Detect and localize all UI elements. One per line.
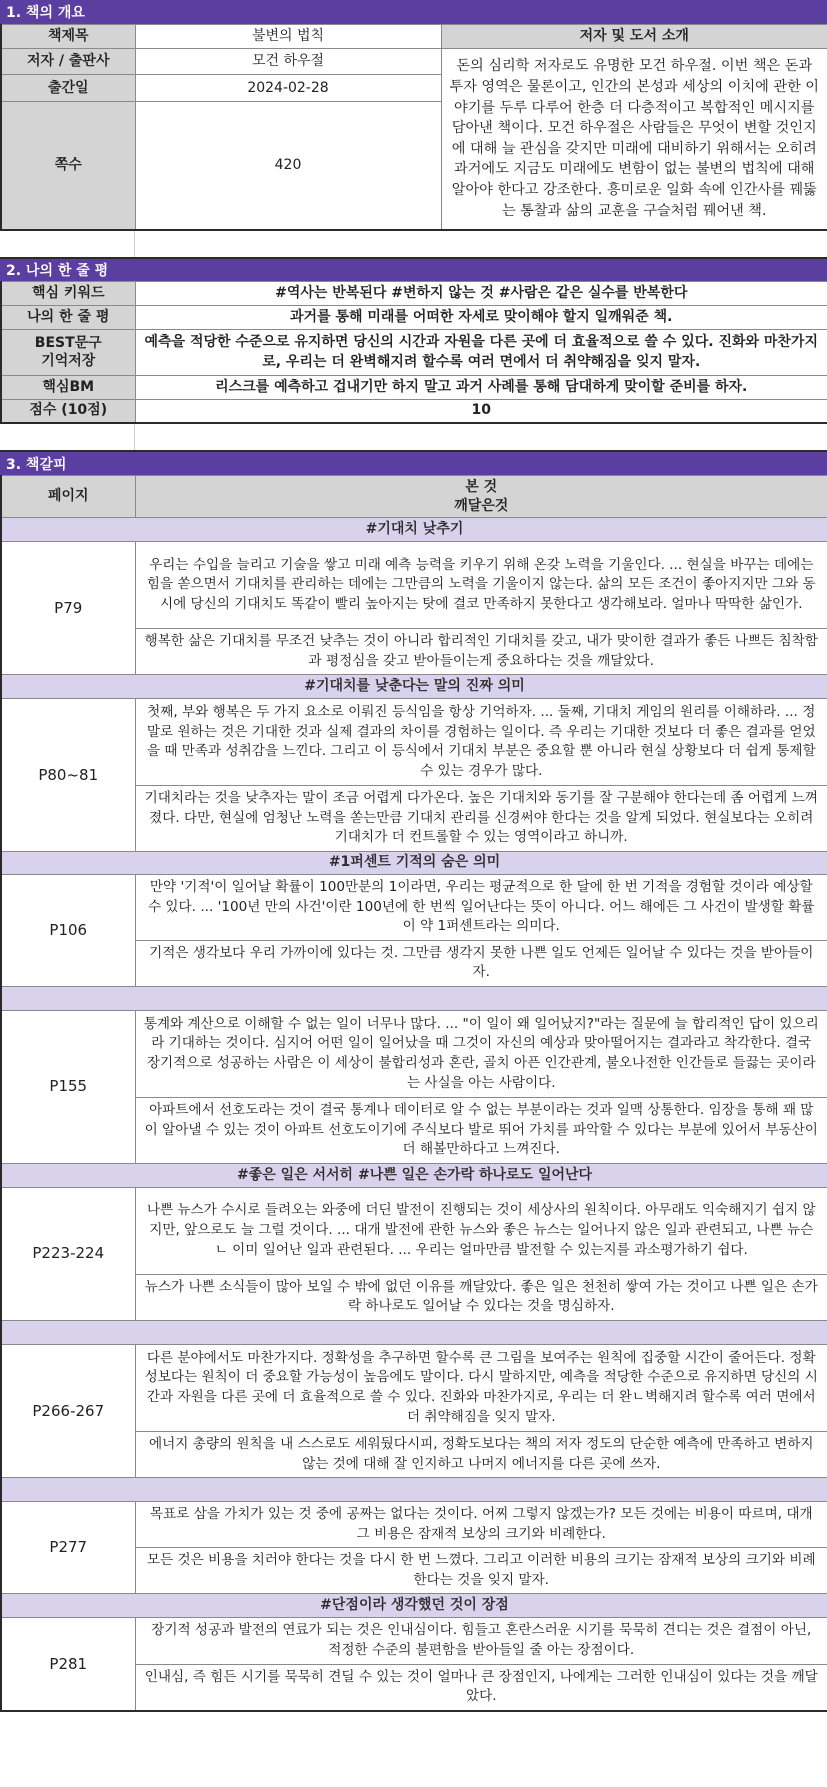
section-overview: [0, 0, 827, 231]
entry-seen: 우리는 수입을 늘리고 기술을 쌓고 미래 예측 능력을 키우기 위해 온갖 노력을 기울인다. ... 현실을 바꾸는 데에는 힘을 쏟으면서 기대치를 관리하는 데에는 그만큼의 노력을 기울이지 않는다. 삶의 모든 조건이 좋아지지만 그와 동시에 당신의 기대치도 똑같이 빨리 높아지는 탓에 결코 만족하지 못한다고 생각해보라. 얼마나 딱딱한 삶인가.: [135, 542, 827, 629]
topic-row-empty: [1, 1478, 827, 1502]
author-label: 저자 / 출판사: [1, 49, 135, 75]
overview-table: [0, 24, 827, 231]
date-label: 출간일: [1, 75, 135, 102]
section-title-bookmarks: 3. 책갈피: [0, 450, 827, 475]
entry-learned: 인내심, 즉 힘든 시기를 묵묵히 견딜 수 있는 것이 얼마나 큰 장점인지, 나에게는 그러한 인내심이 있다는 것을 깨달았다.: [135, 1664, 827, 1711]
topic-row: #1퍼센트 기적의 숨은 의미: [1, 851, 827, 874]
oneline-label: 나의 한 줄 평: [1, 305, 135, 329]
entry-seen: 만약 '기적'이 일어날 확률이 100만분의 1이라면, 우리는 평균적으로 한 달에 한 번 기적을 경험할 것이라 예상할 수 있다. ... '100년 만의 사건'이란 100년에 한 번씩 일어난다는 뜻이 아니다. 어느 해에든 그 사건이 발생할 확률이 약 1퍼센트라는 의미다.: [135, 874, 827, 940]
bookmarks-table: [0, 475, 827, 1712]
intro-label: 저자 및 도서 소개: [441, 25, 827, 49]
col-seen-header: 본 것: [465, 478, 498, 495]
entry-learned: 행복한 삶은 기대치를 무조건 낮추는 것이 아니라 합리적인 기대치를 갖고, 내가 맞이한 결과가 좋든 나쁘든 침착함과 평정심을 갖고 받아들이는게 중요하다는 것을 깨달았다.: [135, 629, 827, 675]
topic-row-empty: [1, 986, 827, 1010]
review-table: [0, 281, 827, 425]
entry-learned: 기대치라는 것을 낮추자는 말이 조금 어렵게 다가온다. 높은 기대치와 동기를 잘 구분해야 한다는데 좀 어렵게 느껴졌다. 다만, 현실에 엄청난 노력을 쏟는만큼 기대치 관리를 신경써야 한다는 것을 알게 되었다. 현실보다는 오히려 기대치가 더 컨트롤할 수 있는 영역이라고 하니까.: [135, 786, 827, 852]
entry-page: P79: [1, 542, 135, 675]
pages-value: 420: [135, 102, 441, 230]
topic-row: #좋은 일은 서서히 #나쁜 일은 손가락 하나로도 일어난다: [1, 1163, 827, 1187]
bm-label: 핵심BM: [1, 375, 135, 399]
topic-row: #기대치를 낮춘다는 말의 진짜 의미: [1, 675, 827, 699]
keyword-value: #역사는 반복된다 #변하지 않는 것 #사람은 같은 실수를 반복한다: [135, 281, 827, 305]
score-label: 점수 (10점): [1, 399, 135, 423]
keyword-label: 핵심 키워드: [1, 281, 135, 305]
topic-row: #기대치 낮추기: [1, 518, 827, 542]
entry-page: P80~81: [1, 699, 135, 852]
best-label-line2: 기억저장: [41, 353, 96, 369]
score-value: 10: [135, 399, 827, 423]
entry-seen: 장기적 성공과 발전의 연료가 되는 것은 인내심이다. 힘들고 혼란스러운 시기를 묵묵히 견디는 것은 결점이 아닌, 적정한 수준의 불편함을 받아들일 줄 아는 장점이다.: [135, 1618, 827, 1664]
entry-learned: 에너지 총량의 원칙을 내 스스로도 세워뒀다시피, 정확도보다는 책의 저자 정도의 단순한 예측에 만족하고 변하지 않는 것에 대해 잘 인지하고 나머지 에너지를 다른 곳에 쓰자.: [135, 1431, 827, 1477]
entry-learned: 기적은 생각보다 우리 가까이에 있다는 것. 그만큼 생각지 못한 나쁜 일도 언제든 일어날 수 있다는 것을 받아들이자.: [135, 940, 827, 986]
date-value: 2024-02-28: [135, 75, 441, 102]
section-title-overview: 1. 책의 개요: [0, 0, 827, 24]
oneline-value: 과거를 통해 미래를 어떠한 자세로 맞이해야 할지 일깨워준 책.: [135, 305, 827, 329]
book-title-label: 책제목: [1, 25, 135, 49]
entry-seen: 목표로 삼을 가치가 있는 것 중에 공짜는 없다는 것이다. 어찌 그렇지 않겠는가? 모든 것에는 비용이 따르며, 대개 그 비용은 잠재적 보상의 크기와 비례한다.: [135, 1502, 827, 1548]
author-value: 모건 하우절: [135, 49, 441, 75]
entry-seen: 나쁜 뉴스가 수시로 들려오는 와중에 더딘 발전이 진행되는 것이 세상사의 원칙이다. 아무래도 익숙해지기 쉽지 않지만, 앞으로도 늘 그럴 것이다. ... 대개 발전에 관한 뉴스와 좋은 뉴스는 일어나지 않은 일과 관련되고, 나쁜 뉴슨ㄴ 이미 일어난 일과 관련된다. ... 우리는 얼마만큼 발전할 수 있는지를 과소평가하기 쉽다.: [135, 1187, 827, 1274]
topic-row: #단점이라 생각했던 것이 장점: [1, 1594, 827, 1618]
entry-seen: 다른 분야에서도 마찬가지다. 정확성을 추구하면 할수록 큰 그림을 보여주는 원칙에 집중할 시간이 줄어든다. 정확성보다는 원칙이 더 중요할 가능성이 높음에도 말이다. 다시 말하지만, 예측을 적당한 수준으로 유지하면 당신의 시간과 자원을 다른 곳에 더 효율적으로 쓸 수 있다. 진화와 마찬가지로, 우리는 더 완ㄴ벽해지려 할수록 여러 면에서 더 취약해짐을 잊지 말자.: [135, 1344, 827, 1431]
section-bookmarks: [0, 450, 827, 1712]
pages-label: 쪽수: [1, 102, 135, 230]
best-label: [1, 329, 135, 375]
entry-page: P281: [1, 1618, 135, 1711]
spacer: [0, 424, 827, 450]
entry-page: P106: [1, 874, 135, 986]
entry-seen: 통계와 계산으로 이해할 수 없는 일이 너무나 많다. ... "이 일이 왜 일어났지?"라는 질문에 늘 합리적인 답이 있으리라 기대하는 것이다. 심지어 어떤 일이 일어났을 때 그것이 자신의 예상과 맞아떨어지는 결과라고 착각한다. 결국 장기적으로 성공하는 사람은 이 세상이 불합리성과 혼란, 골치 아픈 인간관계, 불오나전한 인간들로 들끓는 곳이라는 사실을 아는 사람이다.: [135, 1010, 827, 1097]
section-review: [0, 257, 827, 425]
section-title-review: 2. 나의 한 줄 평: [0, 257, 827, 281]
entry-page: P266-267: [1, 1344, 135, 1477]
entry-page: P277: [1, 1502, 135, 1594]
bm-value: 리스크를 예측하고 겁내기만 하지 말고 과거 사례를 통해 담대하게 맞이할 준비를 하자.: [135, 375, 827, 399]
topic-row-empty: [1, 1320, 827, 1344]
best-quote: 예측을 적당한 수준으로 유지하면 당신의 시간과 자원을 다른 곳에 더 효율적으로 쓸 수 있다. 진화와 마찬가지로, 우리는 더 완벽해지려 할수록 여러 면에서 더 취약해짐을 잊지 말자.: [135, 329, 827, 375]
col-page-header: 페이지: [1, 476, 135, 518]
col-learned-header: 깨달은것: [454, 497, 509, 514]
best-label-line1: BEST문구: [34, 335, 102, 351]
entry-learned: 뉴스가 나쁜 소식들이 많아 보일 수 밖에 없던 이유를 깨달았다. 좋은 일은 천천히 쌓여 가는 것이고 나쁜 일은 손가락 하나로도 일어날 수 있다는 것을 명심하자.: [135, 1274, 827, 1320]
entry-seen: 첫째, 부와 행복은 두 가지 요소로 이뤄진 등식임을 항상 기억하자. ... 둘째, 기대치 게임의 원리를 이해하라. ... 정말로 원하는 것은 기대한 것과 실제 결과의 차이를 경험하는 일이다. 즉 우리는 기대한 것보다 더 좋은 결과를 얻었을 때 만족과 성취감을 느낀다. 그리고 이 등식에서 기대치 부분은 중요할 뿐 아니라 현실 상황보다 더 쉽게 통제할 수 있는 경우가 많다.: [135, 699, 827, 786]
entry-page: P223-224: [1, 1187, 135, 1320]
spacer: [0, 231, 827, 257]
book-title-value: 불변의 법칙: [135, 25, 441, 49]
entry-learned: 아파트에서 선호도라는 것이 결국 통계나 데이터로 알 수 없는 부분이라는 것과 일맥 상통한다. 임장을 통해 꽤 많이 알아낼 수 있는 것이 아파트 선호도이기에 주식보다 발로 뛰어 가치를 파악할 수 있다는 부분에 있어서 부동산이 더 해볼만하다고 느껴진다.: [135, 1097, 827, 1163]
entry-page: P155: [1, 1010, 135, 1163]
entry-learned: 모든 것은 비용을 치러야 한다는 것을 다시 한 번 느꼈다. 그리고 이러한 비용의 크기는 잠재적 보상의 크기와 비례한다는 것을 잊지 말자.: [135, 1548, 827, 1594]
col-content-header: [135, 476, 827, 518]
intro-text: 돈의 심리학 저자로도 유명한 모건 하우절. 이번 책은 돈과 투자 영역은 물론이고, 인간의 본성과 세상의 이치에 관한 이야기를 두루 다루어 한층 더 다층적이고 복합적인 메시지를 담아낸 책이다. 모건 하우절은 사람들은 무엇이 변할 것인지에 대해 늘 관심을 갖지만 미래에 대비하기 위해서는 오히려 과거에도 지금도 미래에도 변함이 없는 불변의 법칙에 대해 알아야 한다고 강조한다. 흥미로운 일화 속에 인간사를 꿰뚫는 통찰과 삶의 교훈을 구슬처럼 꿰어낸 책.: [441, 49, 827, 230]
